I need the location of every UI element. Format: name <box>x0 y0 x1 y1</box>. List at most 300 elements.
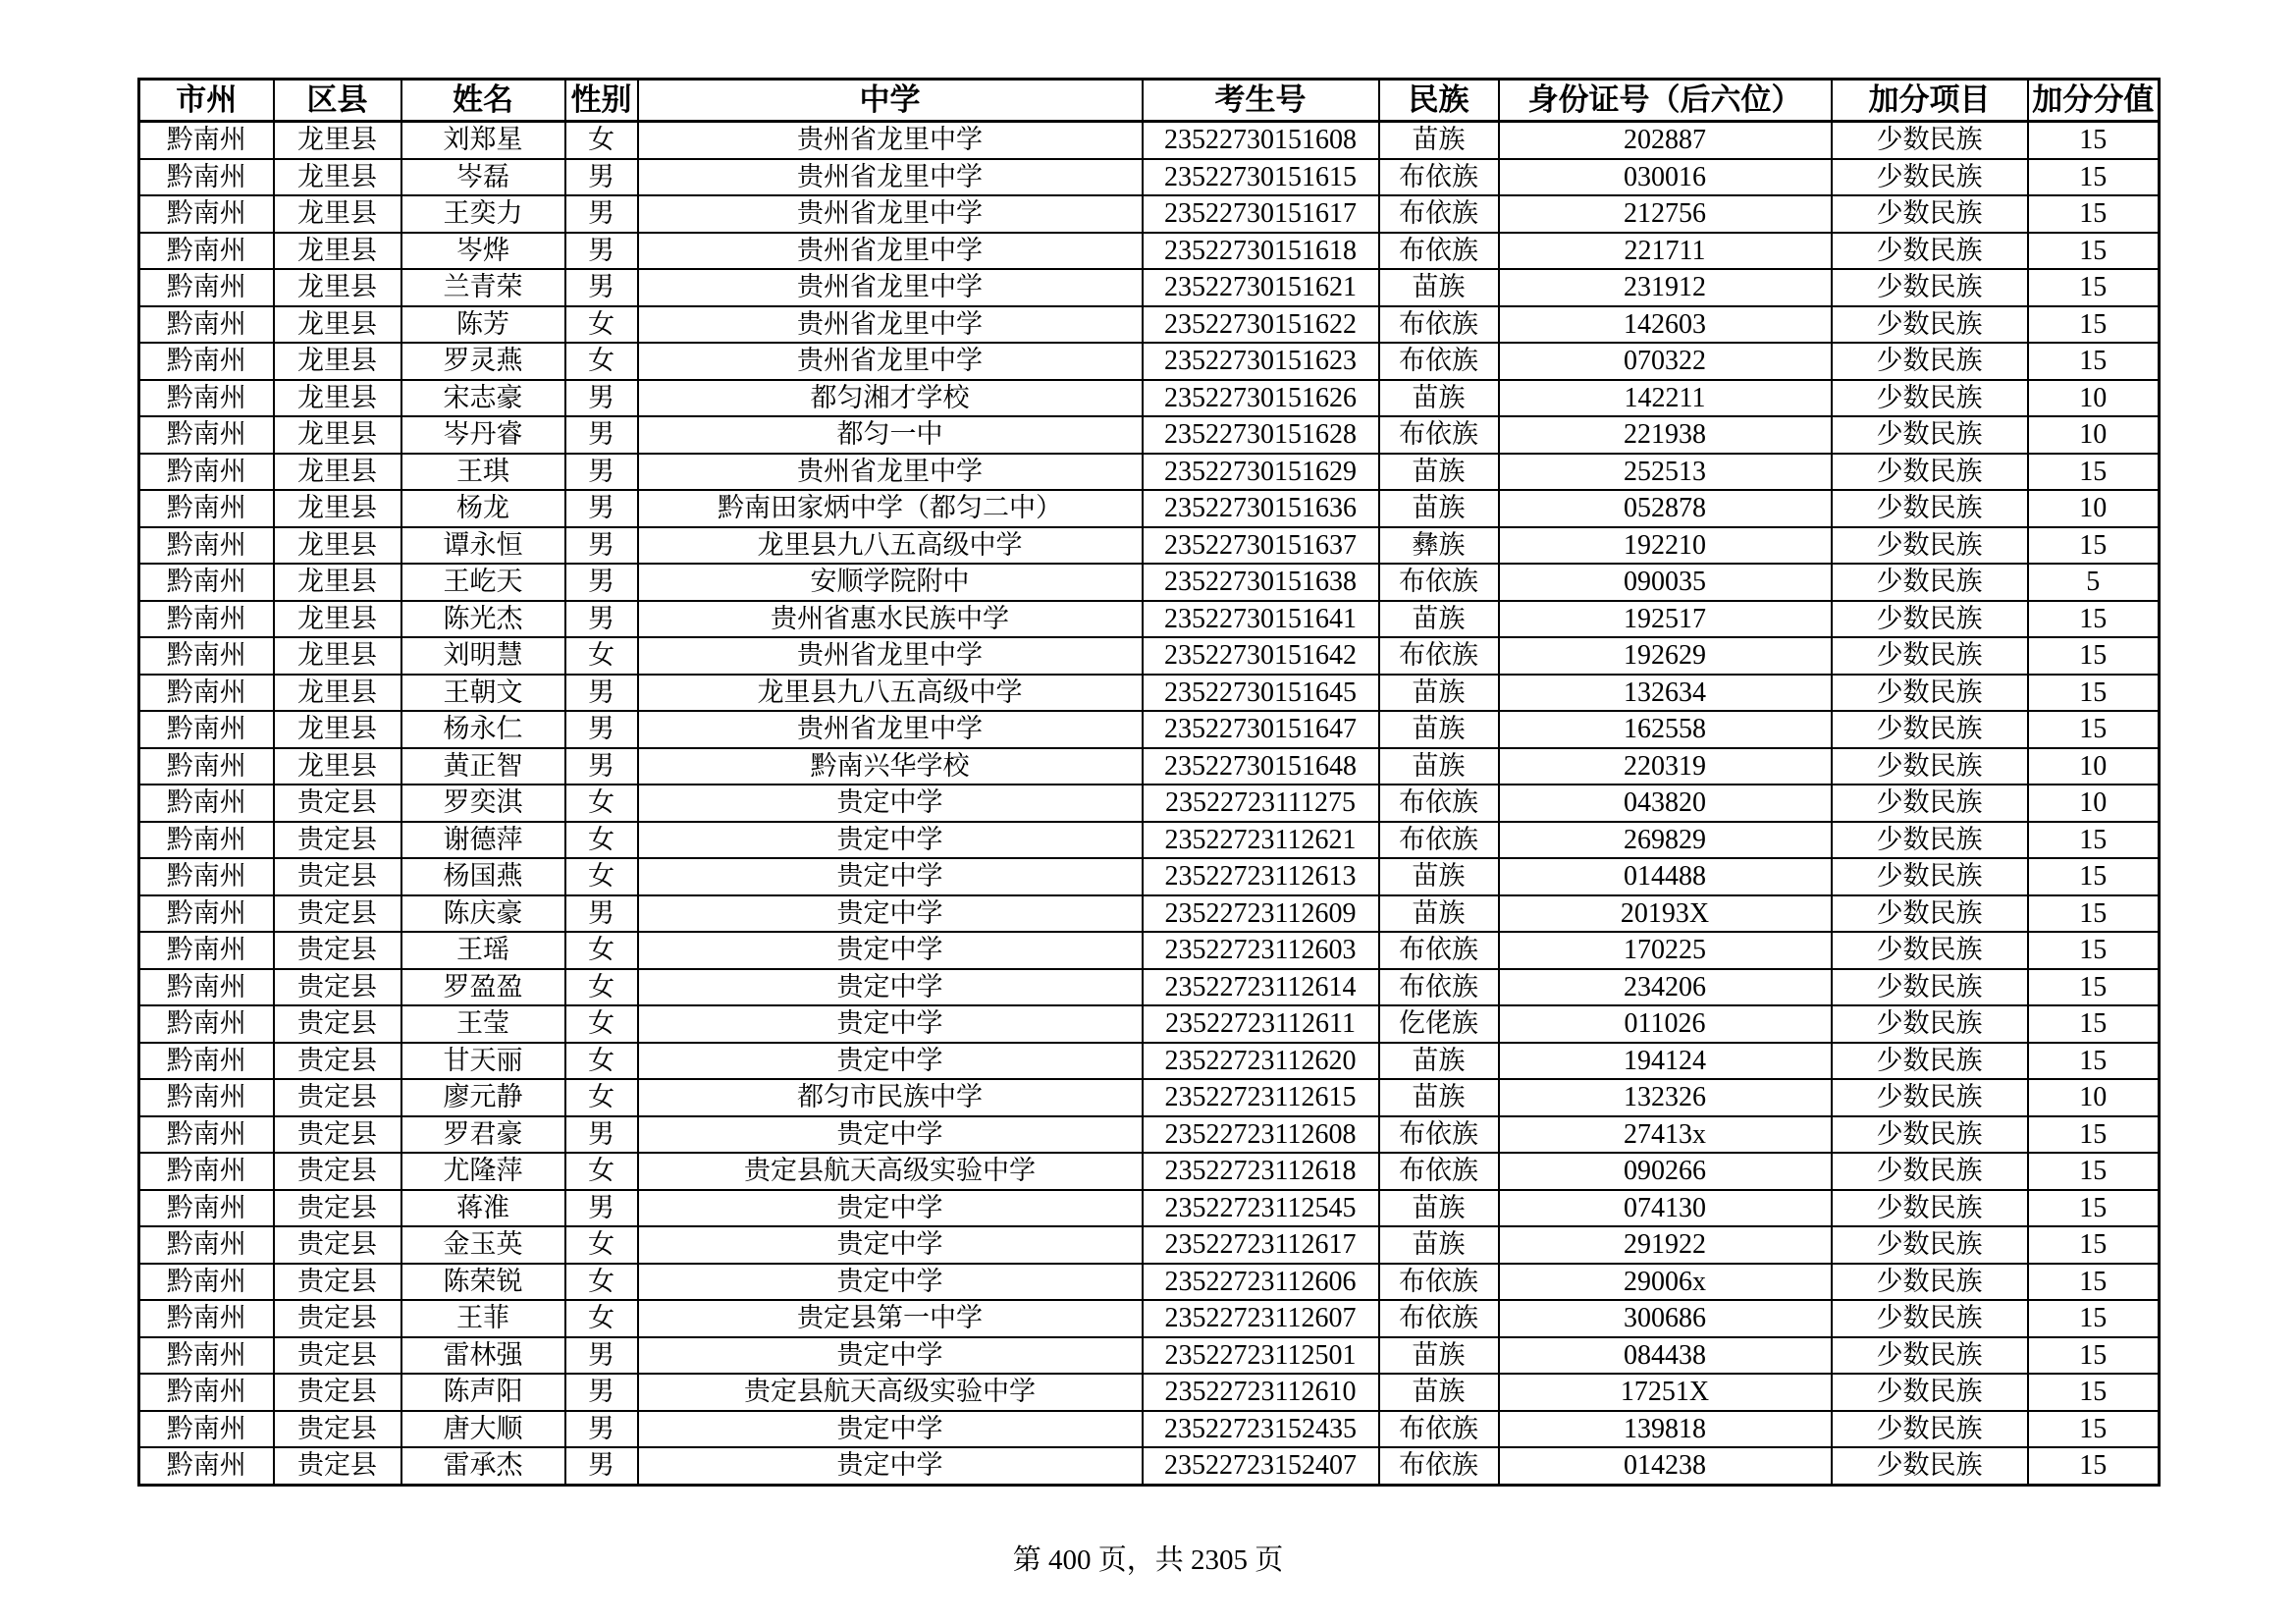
exam-number-cell: 23522730151637 <box>1143 527 1379 565</box>
id-last-six-cell: 142211 <box>1499 380 1832 417</box>
exam-number-cell: 23522723111275 <box>1143 785 1379 822</box>
table-row <box>139 1153 2160 1190</box>
exam-number-cell: 23522723112606 <box>1143 1264 1379 1301</box>
bonus-item-cell: 少数民族 <box>1832 1411 2028 1448</box>
county-cell: 贵定县 <box>274 1079 401 1116</box>
city-cell: 黔南州 <box>139 564 274 601</box>
exam-number-cell: 23522730151621 <box>1143 269 1379 306</box>
school-cell: 都匀一中 <box>638 416 1143 454</box>
table-row <box>139 527 2160 565</box>
id-last-six-cell: 192210 <box>1499 527 1832 565</box>
county-cell: 龙里县 <box>274 269 401 306</box>
name-cell: 陈声阳 <box>401 1374 565 1411</box>
table-row <box>139 416 2160 454</box>
ethnicity-cell: 苗族 <box>1379 895 1499 933</box>
exam-number-cell: 23522730151638 <box>1143 564 1379 601</box>
name-cell: 陈芳 <box>401 306 565 344</box>
bonus-item-cell: 少数民族 <box>1832 932 2028 969</box>
exam-number-cell: 23522723112608 <box>1143 1116 1379 1154</box>
header-county: 区县 <box>274 80 401 122</box>
table-row <box>139 601 2160 638</box>
school-cell: 贵定中学 <box>638 1447 1143 1485</box>
gender-cell: 女 <box>565 932 638 969</box>
name-cell: 宋志豪 <box>401 380 565 417</box>
bonus-points-cell: 15 <box>2028 932 2160 969</box>
bonus-item-cell: 少数民族 <box>1832 416 2028 454</box>
bonus-points-cell: 15 <box>2028 1153 2160 1190</box>
ethnicity-cell: 布依族 <box>1379 822 1499 859</box>
bonus-points-cell: 15 <box>2028 343 2160 380</box>
name-cell: 雷林强 <box>401 1337 565 1375</box>
name-cell: 尤隆萍 <box>401 1153 565 1190</box>
bonus-item-cell: 少数民族 <box>1832 343 2028 380</box>
name-cell: 雷承杰 <box>401 1447 565 1485</box>
gender-cell: 男 <box>565 895 638 933</box>
id-last-six-cell: 014488 <box>1499 858 1832 895</box>
id-last-six-cell: 202887 <box>1499 122 1832 159</box>
name-cell: 罗君豪 <box>401 1116 565 1154</box>
id-last-six-cell: 291922 <box>1499 1226 1832 1264</box>
bonus-points-cell: 15 <box>2028 527 2160 565</box>
name-cell: 岑丹睿 <box>401 416 565 454</box>
ethnicity-cell: 布依族 <box>1379 343 1499 380</box>
header-gender: 性别 <box>565 80 638 122</box>
table-row <box>139 564 2160 601</box>
exam-number-cell: 23522723112501 <box>1143 1337 1379 1375</box>
name-cell: 兰青荣 <box>401 269 565 306</box>
gender-cell: 女 <box>565 343 638 380</box>
county-cell: 龙里县 <box>274 416 401 454</box>
school-cell: 贵州省龙里中学 <box>638 269 1143 306</box>
exam-number-cell: 23522730151608 <box>1143 122 1379 159</box>
county-cell: 贵定县 <box>274 858 401 895</box>
table-row <box>139 895 2160 933</box>
county-cell: 龙里县 <box>274 122 401 159</box>
name-cell: 岑磊 <box>401 159 565 196</box>
name-cell: 王朝文 <box>401 675 565 712</box>
gender-cell: 女 <box>565 1226 638 1264</box>
gender-cell: 男 <box>565 564 638 601</box>
county-cell: 龙里县 <box>274 601 401 638</box>
gender-cell: 女 <box>565 1043 638 1080</box>
school-cell: 安顺学院附中 <box>638 564 1143 601</box>
bonus-item-cell: 少数民族 <box>1832 122 2028 159</box>
bonus-item-cell: 少数民族 <box>1832 564 2028 601</box>
table-row <box>139 932 2160 969</box>
id-last-six-cell: 17251X <box>1499 1374 1832 1411</box>
id-last-six-cell: 231912 <box>1499 269 1832 306</box>
school-cell: 贵定中学 <box>638 858 1143 895</box>
bonus-points-cell: 15 <box>2028 306 2160 344</box>
school-cell: 都匀市民族中学 <box>638 1079 1143 1116</box>
ethnicity-cell: 苗族 <box>1379 601 1499 638</box>
bonus-item-cell: 少数民族 <box>1832 637 2028 675</box>
table-header-row <box>139 80 2160 122</box>
bonus-item-cell: 少数民族 <box>1832 858 2028 895</box>
name-cell: 陈荣锐 <box>401 1264 565 1301</box>
bonus-points-cell: 10 <box>2028 490 2160 527</box>
name-cell: 王奕力 <box>401 195 565 233</box>
school-cell: 都匀湘才学校 <box>638 380 1143 417</box>
name-cell: 王屹天 <box>401 564 565 601</box>
city-cell: 黔南州 <box>139 343 274 380</box>
exam-number-cell: 23522723112618 <box>1143 1153 1379 1190</box>
bonus-item-cell: 少数民族 <box>1832 748 2028 785</box>
city-cell: 黔南州 <box>139 1411 274 1448</box>
bonus-points-cell: 15 <box>2028 1411 2160 1448</box>
city-cell: 黔南州 <box>139 1374 274 1411</box>
gender-cell: 女 <box>565 637 638 675</box>
name-cell: 陈庆豪 <box>401 895 565 933</box>
gender-cell: 男 <box>565 1447 638 1485</box>
school-cell: 贵定县第一中学 <box>638 1300 1143 1337</box>
bonus-points-cell: 15 <box>2028 1226 2160 1264</box>
school-cell: 贵定中学 <box>638 1226 1143 1264</box>
bonus-item-cell: 少数民族 <box>1832 233 2028 270</box>
county-cell: 龙里县 <box>274 527 401 565</box>
table-row <box>139 1300 2160 1337</box>
county-cell: 贵定县 <box>274 1190 401 1227</box>
school-cell: 贵州省惠水民族中学 <box>638 601 1143 638</box>
gender-cell: 男 <box>565 675 638 712</box>
exam-number-cell: 23522723112620 <box>1143 1043 1379 1080</box>
id-last-six-cell: 132634 <box>1499 675 1832 712</box>
county-cell: 贵定县 <box>274 895 401 933</box>
ethnicity-cell: 苗族 <box>1379 1374 1499 1411</box>
school-cell: 贵定县航天高级实验中学 <box>638 1374 1143 1411</box>
county-cell: 贵定县 <box>274 1264 401 1301</box>
header-exam-number: 考生号 <box>1143 80 1379 122</box>
gender-cell: 男 <box>565 454 638 491</box>
table-row <box>139 159 2160 196</box>
bonus-item-cell: 少数民族 <box>1832 454 2028 491</box>
county-cell: 贵定县 <box>274 822 401 859</box>
exam-number-cell: 23522730151626 <box>1143 380 1379 417</box>
table-row <box>139 1337 2160 1375</box>
table-row <box>139 969 2160 1006</box>
bonus-points-cell: 15 <box>2028 454 2160 491</box>
ethnicity-cell: 苗族 <box>1379 858 1499 895</box>
county-cell: 龙里县 <box>274 675 401 712</box>
school-cell: 贵定中学 <box>638 1043 1143 1080</box>
exam-number-cell: 23522723112609 <box>1143 895 1379 933</box>
bonus-points-cell: 15 <box>2028 269 2160 306</box>
bonus-points-cell: 15 <box>2028 1337 2160 1375</box>
name-cell: 唐大顺 <box>401 1411 565 1448</box>
school-cell: 贵州省龙里中学 <box>638 343 1143 380</box>
ethnicity-cell: 苗族 <box>1379 454 1499 491</box>
bonus-item-cell: 少数民族 <box>1832 490 2028 527</box>
gender-cell: 男 <box>565 1116 638 1154</box>
ethnicity-cell: 布依族 <box>1379 932 1499 969</box>
name-cell: 杨国燕 <box>401 858 565 895</box>
county-cell: 贵定县 <box>274 1043 401 1080</box>
bonus-item-cell: 少数民族 <box>1832 785 2028 822</box>
bonus-points-cell: 15 <box>2028 895 2160 933</box>
page-footer <box>0 1538 2296 1578</box>
exam-number-cell: 23522723112603 <box>1143 932 1379 969</box>
bonus-item-cell: 少数民族 <box>1832 1264 2028 1301</box>
header-bonus-points: 加分分值 <box>2028 80 2160 122</box>
ethnicity-cell: 苗族 <box>1379 122 1499 159</box>
bonus-points-cell: 15 <box>2028 1005 2160 1043</box>
ethnicity-cell: 布依族 <box>1379 1116 1499 1154</box>
name-cell: 杨龙 <box>401 490 565 527</box>
bonus-points-cell: 15 <box>2028 159 2160 196</box>
school-cell: 贵州省龙里中学 <box>638 454 1143 491</box>
bonus-item-cell: 少数民族 <box>1832 1374 2028 1411</box>
id-last-six-cell: 011026 <box>1499 1005 1832 1043</box>
bonus-points-cell: 5 <box>2028 564 2160 601</box>
gender-cell: 男 <box>565 1337 638 1375</box>
city-cell: 黔南州 <box>139 306 274 344</box>
table-body <box>139 122 2160 1486</box>
city-cell: 黔南州 <box>139 1447 274 1485</box>
table-row <box>139 1116 2160 1154</box>
bonus-points-cell: 15 <box>2028 195 2160 233</box>
school-cell: 贵定中学 <box>638 1190 1143 1227</box>
exam-number-cell: 23522723152435 <box>1143 1411 1379 1448</box>
bonus-points-cell: 15 <box>2028 858 2160 895</box>
county-cell: 贵定县 <box>274 932 401 969</box>
school-cell: 贵定中学 <box>638 822 1143 859</box>
bonus-points-cell: 10 <box>2028 1079 2160 1116</box>
bonus-item-cell: 少数民族 <box>1832 380 2028 417</box>
id-last-six-cell: 221938 <box>1499 416 1832 454</box>
id-last-six-cell: 194124 <box>1499 1043 1832 1080</box>
bonus-item-cell: 少数民族 <box>1832 1043 2028 1080</box>
gender-cell: 女 <box>565 969 638 1006</box>
name-cell: 蒋淮 <box>401 1190 565 1227</box>
ethnicity-cell: 苗族 <box>1379 269 1499 306</box>
table-row <box>139 711 2160 748</box>
name-cell: 罗盈盈 <box>401 969 565 1006</box>
exam-number-cell: 23522723112614 <box>1143 969 1379 1006</box>
school-cell: 贵定中学 <box>638 785 1143 822</box>
school-cell: 龙里县九八五高级中学 <box>638 675 1143 712</box>
school-cell: 贵州省龙里中学 <box>638 159 1143 196</box>
bonus-points-cell: 15 <box>2028 1264 2160 1301</box>
ethnicity-cell: 苗族 <box>1379 1226 1499 1264</box>
exam-number-cell: 23522723112607 <box>1143 1300 1379 1337</box>
name-cell: 金玉英 <box>401 1226 565 1264</box>
id-last-six-cell: 29006x <box>1499 1264 1832 1301</box>
table-row <box>139 1226 2160 1264</box>
gender-cell: 女 <box>565 1153 638 1190</box>
id-last-six-cell: 043820 <box>1499 785 1832 822</box>
city-cell: 黔南州 <box>139 454 274 491</box>
exam-number-cell: 23522730151623 <box>1143 343 1379 380</box>
bonus-item-cell: 少数民族 <box>1832 306 2028 344</box>
exam-number-cell: 23522730151615 <box>1143 159 1379 196</box>
id-last-six-cell: 170225 <box>1499 932 1832 969</box>
county-cell: 龙里县 <box>274 380 401 417</box>
city-cell: 黔南州 <box>139 858 274 895</box>
city-cell: 黔南州 <box>139 1116 274 1154</box>
city-cell: 黔南州 <box>139 1153 274 1190</box>
ethnicity-cell: 苗族 <box>1379 1043 1499 1080</box>
gender-cell: 男 <box>565 711 638 748</box>
county-cell: 贵定县 <box>274 1116 401 1154</box>
county-cell: 龙里县 <box>274 637 401 675</box>
school-cell: 贵定中学 <box>638 1005 1143 1043</box>
city-cell: 黔南州 <box>139 1337 274 1375</box>
county-cell: 贵定县 <box>274 1411 401 1448</box>
county-cell: 龙里县 <box>274 159 401 196</box>
ethnicity-cell: 布依族 <box>1379 637 1499 675</box>
id-last-six-cell: 162558 <box>1499 711 1832 748</box>
table-row <box>139 490 2160 527</box>
name-cell: 黄正智 <box>401 748 565 785</box>
gender-cell: 女 <box>565 1264 638 1301</box>
bonus-item-cell: 少数民族 <box>1832 195 2028 233</box>
city-cell: 黔南州 <box>139 969 274 1006</box>
bonus-points-cell: 15 <box>2028 675 2160 712</box>
exam-number-cell: 23522730151617 <box>1143 195 1379 233</box>
table-row <box>139 748 2160 785</box>
exam-number-cell: 23522730151628 <box>1143 416 1379 454</box>
name-cell: 杨永仁 <box>401 711 565 748</box>
school-cell: 贵州省龙里中学 <box>638 637 1143 675</box>
name-cell: 甘天丽 <box>401 1043 565 1080</box>
id-last-six-cell: 052878 <box>1499 490 1832 527</box>
table-row <box>139 1374 2160 1411</box>
table-row <box>139 1447 2160 1485</box>
bonus-points-cell: 15 <box>2028 601 2160 638</box>
bonus-points-cell: 10 <box>2028 785 2160 822</box>
bonus-item-cell: 少数民族 <box>1832 895 2028 933</box>
data-table <box>137 78 2161 1487</box>
school-cell: 贵定中学 <box>638 1337 1143 1375</box>
bonus-points-cell: 15 <box>2028 822 2160 859</box>
city-cell: 黔南州 <box>139 233 274 270</box>
ethnicity-cell: 布依族 <box>1379 1300 1499 1337</box>
name-cell: 刘郑星 <box>401 122 565 159</box>
gender-cell: 男 <box>565 233 638 270</box>
city-cell: 黔南州 <box>139 159 274 196</box>
city-cell: 黔南州 <box>139 527 274 565</box>
bonus-item-cell: 少数民族 <box>1832 969 2028 1006</box>
id-last-six-cell: 084438 <box>1499 1337 1832 1375</box>
bonus-item-cell: 少数民族 <box>1832 1447 2028 1485</box>
school-cell: 贵定中学 <box>638 895 1143 933</box>
city-cell: 黔南州 <box>139 1079 274 1116</box>
ethnicity-cell: 苗族 <box>1379 748 1499 785</box>
id-last-six-cell: 014238 <box>1499 1447 1832 1485</box>
bonus-item-cell: 少数民族 <box>1832 711 2028 748</box>
gender-cell: 男 <box>565 1190 638 1227</box>
bonus-points-cell: 15 <box>2028 1116 2160 1154</box>
table-row <box>139 1190 2160 1227</box>
id-last-six-cell: 234206 <box>1499 969 1832 1006</box>
name-cell: 陈光杰 <box>401 601 565 638</box>
gender-cell: 女 <box>565 1079 638 1116</box>
school-cell: 贵定中学 <box>638 1264 1143 1301</box>
ethnicity-cell: 布依族 <box>1379 1411 1499 1448</box>
page-number-text: 第 400 页，共 2305 页 <box>1012 1544 1284 1576</box>
name-cell: 罗灵燕 <box>401 343 565 380</box>
bonus-item-cell: 少数民族 <box>1832 1226 2028 1264</box>
exam-number-cell: 23522730151636 <box>1143 490 1379 527</box>
city-cell: 黔南州 <box>139 1300 274 1337</box>
county-cell: 贵定县 <box>274 1337 401 1375</box>
bonus-item-cell: 少数民族 <box>1832 1337 2028 1375</box>
ethnicity-cell: 苗族 <box>1379 490 1499 527</box>
bonus-item-cell: 少数民族 <box>1832 1153 2028 1190</box>
name-cell: 罗奕淇 <box>401 785 565 822</box>
exam-number-cell: 23522730151629 <box>1143 454 1379 491</box>
exam-number-cell: 23522723112615 <box>1143 1079 1379 1116</box>
ethnicity-cell: 布依族 <box>1379 969 1499 1006</box>
id-last-six-cell: 221711 <box>1499 233 1832 270</box>
exam-number-cell: 23522723112610 <box>1143 1374 1379 1411</box>
school-cell: 贵定中学 <box>638 1411 1143 1448</box>
exam-number-cell: 23522730151648 <box>1143 748 1379 785</box>
exam-number-cell: 23522723112621 <box>1143 822 1379 859</box>
ethnicity-cell: 苗族 <box>1379 711 1499 748</box>
table-row <box>139 195 2160 233</box>
gender-cell: 女 <box>565 122 638 159</box>
school-cell: 贵定中学 <box>638 969 1143 1006</box>
county-cell: 龙里县 <box>274 564 401 601</box>
ethnicity-cell: 布依族 <box>1379 1447 1499 1485</box>
gender-cell: 男 <box>565 416 638 454</box>
county-cell: 龙里县 <box>274 233 401 270</box>
header-bonus-item: 加分项目 <box>1832 80 2028 122</box>
city-cell: 黔南州 <box>139 1226 274 1264</box>
gender-cell: 女 <box>565 1300 638 1337</box>
city-cell: 黔南州 <box>139 932 274 969</box>
ethnicity-cell: 布依族 <box>1379 416 1499 454</box>
header-id-last-six: 身份证号（后六位） <box>1499 80 1832 122</box>
gender-cell: 男 <box>565 527 638 565</box>
county-cell: 贵定县 <box>274 1300 401 1337</box>
id-last-six-cell: 20193X <box>1499 895 1832 933</box>
city-cell: 黔南州 <box>139 490 274 527</box>
exam-number-cell: 23522723112613 <box>1143 858 1379 895</box>
exam-number-cell: 23522730151642 <box>1143 637 1379 675</box>
gender-cell: 女 <box>565 306 638 344</box>
table-row <box>139 822 2160 859</box>
id-last-six-cell: 090035 <box>1499 564 1832 601</box>
bonus-points-cell: 15 <box>2028 233 2160 270</box>
bonus-item-cell: 少数民族 <box>1832 1116 2028 1154</box>
ethnicity-cell: 苗族 <box>1379 1079 1499 1116</box>
table-row <box>139 1264 2160 1301</box>
name-cell: 廖元静 <box>401 1079 565 1116</box>
ethnicity-cell: 布依族 <box>1379 785 1499 822</box>
bonus-item-cell: 少数民族 <box>1832 1190 2028 1227</box>
id-last-six-cell: 27413x <box>1499 1116 1832 1154</box>
name-cell: 王瑶 <box>401 932 565 969</box>
id-last-six-cell: 090266 <box>1499 1153 1832 1190</box>
table-row <box>139 1043 2160 1080</box>
county-cell: 龙里县 <box>274 343 401 380</box>
county-cell: 贵定县 <box>274 1226 401 1264</box>
bonus-points-cell: 15 <box>2028 711 2160 748</box>
bonus-item-cell: 少数民族 <box>1832 601 2028 638</box>
gender-cell: 男 <box>565 159 638 196</box>
ethnicity-cell: 苗族 <box>1379 1337 1499 1375</box>
table-row <box>139 1079 2160 1116</box>
name-cell: 王菲 <box>401 1300 565 1337</box>
ethnicity-cell: 布依族 <box>1379 306 1499 344</box>
bonus-item-cell: 少数民族 <box>1832 1005 2028 1043</box>
county-cell: 贵定县 <box>274 969 401 1006</box>
name-cell: 王琪 <box>401 454 565 491</box>
exam-number-cell: 23522723112617 <box>1143 1226 1379 1264</box>
gender-cell: 男 <box>565 380 638 417</box>
